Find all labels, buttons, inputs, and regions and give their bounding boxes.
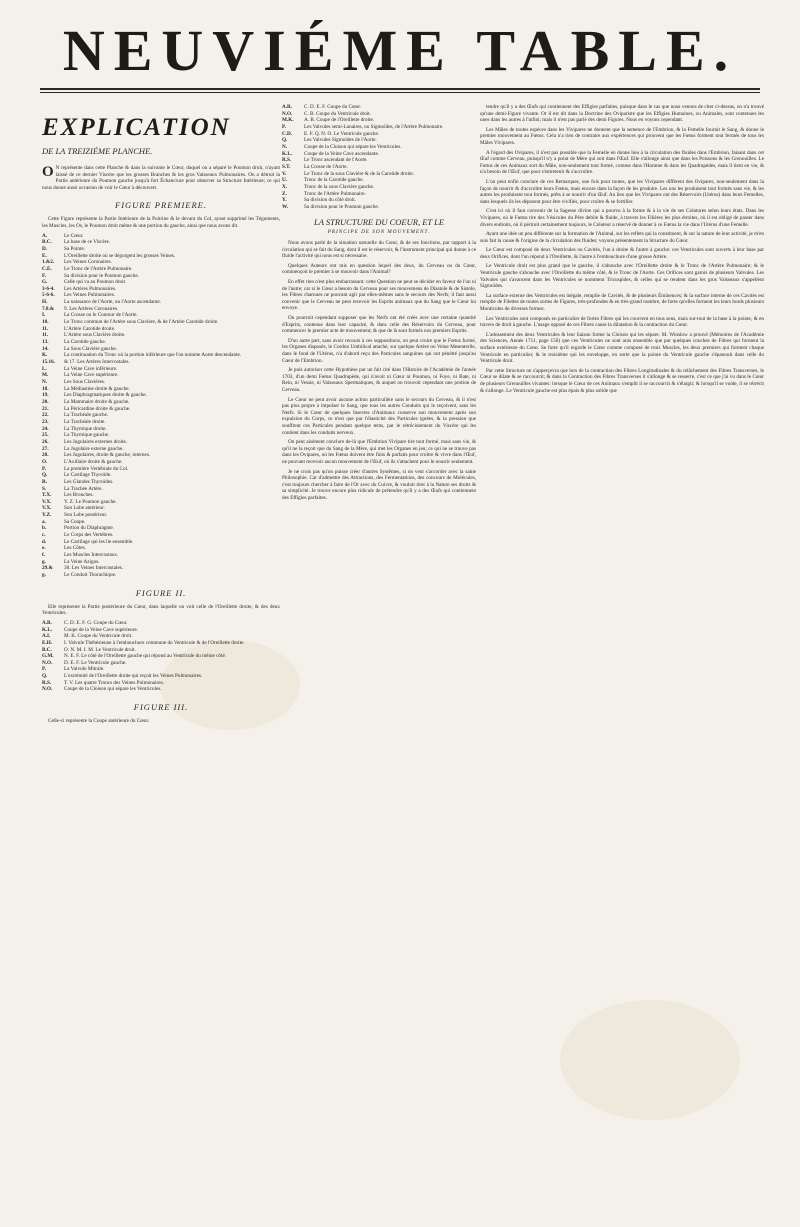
legend-text: C. B. Coupe du Ventricule droit. <box>304 110 372 117</box>
legend-item <box>42 392 280 399</box>
legend-item <box>42 352 280 359</box>
legend-key: B.C. <box>42 646 52 653</box>
legend-key: K.L. <box>42 626 53 633</box>
legend-item <box>42 299 280 306</box>
column-right <box>480 104 764 397</box>
legend-key: P. <box>42 666 46 673</box>
legend-key: A.I. <box>42 633 51 640</box>
legend-text: Les Veines Pulmonaires. <box>64 292 116 299</box>
legend-key: R. <box>42 478 48 485</box>
body-paragraph: La surface externe des Ventricules est inégale, remplie de Cavités, & de plusieurs Éminences; & la surface interne de ces Cavités est remplie de Filettes de toutes sortes de Figures, très-profondes & en très-grand nombre, de forte qu'elles forment les leurs bords plusieurs Monticules de diverses formes. <box>480 292 764 313</box>
legend-key: T.X. <box>42 492 52 499</box>
legend-item <box>42 539 280 546</box>
legend-text: L'extrémité de l'Oreillette droite qui reçoit les Veines Pulmonaires. <box>64 673 203 680</box>
legend-text: Les Jugulaires externes droite. <box>64 438 128 445</box>
legend-text: C. D. E. F. G. Coupe du Cœur. <box>64 619 128 626</box>
legend-text: La Trachéale gauche. <box>64 412 109 419</box>
figure-1-heading: FIGURE PREMIERE. <box>115 200 207 211</box>
legend-text: Sa division du côté droit. <box>304 197 357 204</box>
legend-text: La Veine Azigos. <box>64 558 100 565</box>
legend-text: Le Conduit Thorachique. <box>64 572 117 579</box>
legend-text: La Veine Cave inférieure. <box>64 365 118 372</box>
legend-item <box>42 326 280 333</box>
legend-key: K. <box>42 352 48 359</box>
legend-item <box>282 151 476 158</box>
legend-item <box>42 279 280 286</box>
legend-item <box>42 620 280 627</box>
legend-item <box>282 104 476 111</box>
legend-item <box>42 239 280 246</box>
body-paragraph: C'est ici où il faut convenir de la Sagesse divine qui a pourvu à la forme & à la vie de ses Créatures selon leurs états. Dans les Vivipares, où le Fœtus tire des Vésicules du Père debile & fluide, à travers les Filières les plus étroites, où il est obligé de passer dans divers endroits, où il périroit certainement toujours, le Créateur a réservé de donner à ce Fœtus la vie dans l'Utérus d'une Femelle. <box>480 208 764 228</box>
legend-key: K.L. <box>282 150 293 157</box>
legend-item <box>282 164 476 171</box>
legend-text: La Trachéale droite. <box>64 418 106 425</box>
legend-key: 1.&2. <box>42 259 55 266</box>
legend-key: I. <box>42 312 46 319</box>
legend-text: Le Corps des Vertèbres. <box>64 532 114 539</box>
legend-key: C.E. <box>42 265 52 272</box>
legend-item <box>42 486 280 493</box>
legend-item <box>42 647 280 654</box>
legend-key: Z. <box>282 190 287 197</box>
legend-item <box>42 452 280 459</box>
legend-key: Y.Z. <box>42 512 52 519</box>
legend-item <box>282 177 476 184</box>
legend-key: O. <box>42 458 48 465</box>
legend-key: d. <box>42 538 47 545</box>
legend-item <box>42 379 280 386</box>
legend-key: 28. <box>42 452 49 459</box>
legend-text: Le Tronc de l'Artère Pulmonaire. <box>64 265 133 272</box>
legend-text: T. V. Les quatre Troncs des Veines Pulmonaires. <box>64 679 164 686</box>
legend-item <box>282 117 476 124</box>
legend-item <box>42 332 280 339</box>
legend-key: N.O. <box>282 110 293 117</box>
legend-key: C.D. <box>282 130 293 137</box>
body-paragraph: Le Ventricule droit est plus grand que le gauche, il s'abouche avec l'Oreillette droite & le Tronc de l'Artère Pulmonaire; & le Ventricule gauche s'abouche avec l'Oreillette du même côté, & le Tronc de l'Aorte. Ces Orifices sont garnis de plusieurs Valvules. Les Valvules qui s'avancent dans les Ventricules se nomment Tricuspides, & celles qui se rendent dans les gros Vaisseaux s'appellent Sigmoïdes. <box>480 263 764 290</box>
body-paragraph: Le Cœur est composé de deux Ventricules ou Cavités, l'un à droite & l'autre à gauche: ces Ventricules sont ouverts à leur base par deux Orifices, dont l'un répond à l'Oreillette, & l'autre à l'embouchure d'une grosse Artère. <box>480 247 764 260</box>
body-paragraph: Les Mâles de toutes espèces dans les Vivipares ne donnent que la semence de l'Embrion, & la Femelle fournit le Sang, & donne le premier mouvement au Fœtus. Cela n'a rien de contraire aux expériences qui prouvent que les Fœtus forment tout fermés de tous les Mâles Vivipares. <box>480 126 764 146</box>
intro-paragraph <box>42 165 280 191</box>
legend-text: Les Côtes. <box>64 545 86 552</box>
legend-key: 11. <box>42 325 49 332</box>
figure-2-legend <box>42 620 280 693</box>
plate-heading: DE LA TREIZIÉME PLANCHE. <box>42 146 153 156</box>
legend-item <box>282 144 476 151</box>
legend-item <box>42 412 280 419</box>
legend-item <box>282 204 476 211</box>
legend-text: Les Valvules semi-Lunaires, ou Sigmoïdes, de l'Artère Pulmonaire. <box>304 123 444 130</box>
figure-1-description: Cette Figure représente la Partie Intérieure de la Poitrine & le devant du Col, ayant supprimé les Téguments, les Muscles, les Os, le Poumon droit même & une portion du gauche, ainsi que nous avons dit. <box>42 216 280 229</box>
legend-item <box>42 552 280 559</box>
legend-item <box>42 512 280 519</box>
legend-text: A. B. Coupe de l'Oreillette droite. <box>304 117 375 124</box>
legend-item <box>42 406 280 413</box>
legend-item <box>42 627 280 634</box>
legend-text: Coupe de la Cloison qui sépare les Ventricules. <box>304 143 402 150</box>
legend-key: N. <box>42 379 48 385</box>
legend-key: 25. <box>42 432 49 439</box>
legend-key: V.X. <box>42 505 52 512</box>
legend-key: 11. <box>42 332 49 339</box>
legend-text: La première Vertébrale du Col. <box>64 465 129 472</box>
legend-key: E.H. <box>42 639 53 646</box>
legend-item <box>282 197 476 204</box>
legend-text: La Médiastine droite & gauche. <box>64 385 130 392</box>
legend-key: Q. <box>282 137 288 144</box>
body-paragraph: D'un autre part, sans avoir recours à ces suppositions, on peut croire que le Fœtus formé, les Organes disposés, le Cordon Umbilical attaché, sur quelque Artère ou Veine Mesenterile, dans le fond de l'Utérus, n'a d'abord reçu des Particules sanguines qui ont pénétré jusqu'au Cœur de l'Embrion. <box>282 337 476 364</box>
body-paragraph: Quelques Auteurs ont mis en question lequel des deux, du Cerveau ou du Cœur, commençoit le premier à se mouvoir dans l'Animal? <box>282 262 476 276</box>
legend-key: A.R. <box>282 104 293 110</box>
legend-key: S. <box>42 485 47 492</box>
legend-key: G. <box>42 279 48 286</box>
legend-item <box>42 660 280 667</box>
legend-text: 9. Les Artères Coronaires. <box>64 305 119 312</box>
legend-key: 24. <box>42 425 49 432</box>
legend-item <box>42 439 280 446</box>
legend-item <box>42 259 280 266</box>
legend-item <box>42 686 280 693</box>
legend-item <box>42 312 280 319</box>
legend-key: A.B. <box>42 619 52 626</box>
legend-text: Sa division pour le Poumon gauche. <box>304 203 379 210</box>
legend-item <box>42 492 280 499</box>
legend-item <box>42 432 280 439</box>
legend-key: 29.& <box>42 565 53 572</box>
legend-key: b. <box>42 525 47 532</box>
legend-key: 7.8.& <box>42 305 55 312</box>
legend-item <box>282 137 476 144</box>
legend-text: M. K. Coupe du Ventricule droit. <box>64 633 133 640</box>
legend-key: V. <box>282 170 287 177</box>
legend-text: Son Lobe antérieur. <box>64 505 105 512</box>
continued-text <box>480 104 764 394</box>
legend-item <box>42 446 280 453</box>
legend-key: M.K. <box>282 117 294 124</box>
legend-text: I. Valvule Thébésienne à l'embouchure commune du Ventricule & de l'Oreillette droite. <box>64 639 245 646</box>
legend-key: Q. <box>42 472 48 479</box>
legend-key: a. <box>42 518 46 525</box>
legend-text: La Thymique droite. <box>64 425 107 432</box>
legend-item <box>42 666 280 673</box>
legend-text: Le Cartilage qui les lie ensemble. <box>64 538 134 545</box>
legend-key: P. <box>42 465 46 472</box>
legend-text: La Sous Clavière gauche. <box>64 345 118 352</box>
legend-item <box>42 459 280 466</box>
body-paragraph: Le Cœur ne peut avoir aucune action particulière sans le secours du Cerveau, & il n'est pas plus propre à impulser le Sang, que tous les autres Conduits qui le reçoivent, sans les Nerfs. Si le Cœur de quelques Insectes d'Animaux conserve son mouvement après son expulsion du Corps, ce n'est que par l'élasticité des Particules ignées, & la pression que souffrent ces Particules pendant quelque tems, par le rétrécissement du Viscère qui les contient dans les conduits nerveux. <box>282 396 476 436</box>
legend-text: L'Artère sous Clavière droite. <box>64 332 126 339</box>
legend-item <box>42 253 280 260</box>
legend-key: B.C. <box>42 239 52 246</box>
legend-text: Tronc de la sous Clavière gauche. <box>304 183 375 190</box>
title-rule <box>40 88 760 90</box>
legend-key: U. <box>282 177 288 184</box>
legend-item <box>282 191 476 198</box>
figure-3-heading: FIGURE III. <box>133 702 189 713</box>
title-rule-thin <box>40 92 760 93</box>
column-middle <box>282 104 476 504</box>
legend-key: V.X. <box>42 498 52 505</box>
legend-key: M. <box>42 372 49 379</box>
legend-text: Sa division pour le Poumon gauche. <box>64 272 139 279</box>
legend-text: Les Valvules Sigmoïdes de l'Aorte. <box>304 137 377 144</box>
legend-key: 22. <box>42 412 49 419</box>
intro-text: N représente dans cette Planche & dans la suivante le Cœur, duquel on a séparé le Poumon droit, n'ayant laissé de ce dernier Viscère que les grosses Branches & les gros Vaisseaux Pulmonaires. On a détruit la Partie antérieure du Poumon gauche jusqu'à fort Échancrure pour observer sa Structure Intérieure; ce qui nous donne aussi occasion de voir le Cœur à découvert. <box>42 165 280 191</box>
legend-text: Coupe de la Veine Cave supérieure. <box>64 626 138 633</box>
legend-text: Les Artères Pulmonaires. <box>64 285 117 292</box>
legend-key: 20. <box>42 398 49 405</box>
legend-key: X. <box>282 183 288 190</box>
legend-text: Sa Coupe. <box>64 518 86 525</box>
body-paragraph: Je ne crois pas qu'on puisse créer d'autres Systêmes, si on veut s'accorder avec la saine Philosophie. Car d'admettre des Attractions, des Fermentations, des concours de Molécules, c'est toujours chercher à faire de l'Or avec du Cuivre, & vouloir tirer à la Nature ses droits & sa simplicité. Je trouve encore plus ridicule de prétendre qu'il y a des Œufs qui contiennent des Effigies parfaites. <box>282 468 476 501</box>
legend-text: La Crosse de l'Aorte. <box>304 163 348 170</box>
legend-text: Les Muscles Intercostaux. <box>64 552 119 559</box>
legend-item <box>42 680 280 687</box>
legend-item <box>42 339 280 346</box>
legend-text: Les Bronches. <box>64 492 94 499</box>
legend-item <box>42 306 280 313</box>
legend-text: O. N. M. I. M. Le Ventricule droit. <box>64 646 136 653</box>
explication-heading: EXPLICATION <box>42 114 231 141</box>
legend-text: La Valvule Mitrale. <box>64 666 105 673</box>
legend-key: 5-6-6. <box>42 292 55 299</box>
legend-item <box>282 157 476 164</box>
legend-item <box>42 286 280 293</box>
body-paragraph: Par cette Structure on s'apperçevra que lors de la contraction des Fibres Longitudinales & du relâchement des Fibres Transverses, le Cœur se dilate & se raccourcit; & dans la Contraction des Fibres Transverses il s'allonge & se resserre, c'est ce que j'ai vu dans le Cœur de plusieurs Grenouilles vivantes: lorsque le Cœur de ces Animaux s'emplit il se raccourcit & s'élargit; & lorsqu'il se vuide, il se rétrécit & s'allonge. Le Ventricule gauche est plus épais & plus solide que <box>480 367 764 394</box>
legend-text: Le Cartilage Thyroïde. <box>64 472 112 479</box>
legend-item <box>42 499 280 506</box>
legend-text: D. E. F. Le Ventricule gauche. <box>64 659 127 666</box>
legend-key: R.S. <box>282 157 292 164</box>
legend-item <box>282 184 476 191</box>
legend-text: Les Veines Coronaires. <box>64 259 112 266</box>
legend-key: g. <box>42 558 46 565</box>
body-paragraph: On peut aisément conclure de-là que l'Embrion Vivipare tire tout formé, mais sans vie, & qu'il ne la reçoit que du Sang de la Mère, qui met les Organes en jeu; ce qui ne se trouve pas dans les Ovipares, où les Fœtus doivent être finis & parfaits pour croître & vivre dans l'Œuf, ne pouvant recevoir aucun mouvement de l'Œuf, où ils s'attachent pour le nourrir seulement. <box>282 439 476 465</box>
legend-key: L. <box>42 365 47 372</box>
legend-item <box>42 559 280 566</box>
legend-key: 23. <box>42 418 49 425</box>
legend-key: W. <box>282 203 289 210</box>
legend-text: E. F. Q. N. O. Le Ventricule gauche. <box>304 130 380 137</box>
legend-item <box>42 505 280 512</box>
body-paragraph: Je puis autoriser cette Hypothèse par un fait cité dans l'Histoire de l'Académie de l'année 1703, d'un demi Fœtus Quadrupède, qui n'avoit ni Cœur ni Poumon, ni Foye, ni Rate, ni Rein, ni Vessie, ni Vaisseaux Spermatiques, & auquel on trouvoit cependant une portion de Cerveau. <box>282 367 476 393</box>
legend-item <box>42 246 280 253</box>
legend-text: La naissance de l'Aorte, ou l'Aorte ascendante. <box>64 299 161 306</box>
legend-key: Q. <box>42 673 48 680</box>
legend-text: Les Glandes Thyroïdes. <box>64 478 114 485</box>
figure-2-description: Elle représente la Partie postérieure du Cœur, dans laquelle on voit celle de l'Oreillette droite, & des deux Ventricules. <box>42 603 280 617</box>
legend-text: L'Axillaire droite & gauche. <box>64 458 123 465</box>
legend-item <box>42 673 280 680</box>
legend-text: L'Oreillette droite où se dégorgent les grosses Veines. <box>64 252 176 259</box>
body-paragraph: On pourroit cependant supposer que les Nerfs ont été créés avec une certaine quantité d'Esprits, contenue dans leur capacité, & dans celle des Réservoirs du Cerveau, pour commencer le premier acte de mouvement; & que de là sont formés nos premiers Esprits. <box>282 315 476 335</box>
body-paragraph: L'adossement des deux Ventricules & leur liaison forme la Cloison qui les sépare. M. Winslow a prouvé (Mémoires de l'Académie des Sciences, Année 1711, page 150) que ces Ventricules ne sont unis ensemble que par quelques couches de Fibres qui forment la surface extérieure du Cœur. Se forte qu'il regarde le Cœur comme composé de trois Muscles, les deux premiers qui forment chaque Ventricule en particulier, & le troisième qui les enveloppe, en sorte que la pointe du Ventricule gauche s'épanouit dans celle du Ventricule droit. <box>480 331 764 365</box>
legend-key: c. <box>42 532 46 539</box>
legend-key: H. <box>42 299 48 306</box>
legend-text: La Mammaire droite & gauche. <box>64 398 130 405</box>
legend-key: N.O. <box>42 659 53 666</box>
legend-text: La Péricardine droite & gauche. <box>64 405 131 412</box>
legend-text: La Carotide gauche. <box>64 339 106 346</box>
legend-key: R.S. <box>42 679 52 686</box>
legend-item <box>42 266 280 273</box>
legend-key: P. <box>282 123 286 130</box>
legend-item <box>42 426 280 433</box>
legend-item <box>42 565 280 572</box>
legend-item <box>42 419 280 426</box>
legend-item <box>42 233 280 240</box>
column-left <box>42 104 280 728</box>
legend-text: Les Diaphragmatiques droite & gauche. <box>64 392 147 399</box>
legend-key: 13. <box>42 339 49 346</box>
legend-key: 10. <box>42 319 49 326</box>
figure-1-legend <box>42 233 280 579</box>
legend-item <box>282 131 476 138</box>
legend-key: 21. <box>42 405 49 412</box>
legend-text: Celle qui va au Poumon droit. <box>64 279 127 286</box>
legend-item <box>42 633 280 640</box>
legend-key: S.T. <box>282 163 291 170</box>
body-paragraph: L'on peut enfin conclure de ces Remarques, une fois pour toutes, que les Vivipares diffèrent des Ovipares, non-seulement dans la façon de nourrir & d'accroître leurs Fœtus, mais encore dans la façon de les produire. Les uns les produisent tout formés sans vie, & les autres les produisent tout formés, prêts à se nourrir d'un Œuf. Au lieu que les Vivipares ont des Réservoirs (Utérus) dans leurs Femelles, dans lesquels ils les déposent pour être vivifiés, pour croître & se fortifier. <box>480 178 764 205</box>
legend-key: 27. <box>42 445 49 452</box>
legend-text: La base de ce Viscère. <box>64 239 111 246</box>
legend-item <box>282 171 476 178</box>
legend-text: La Thymique gauche. <box>64 432 110 439</box>
legend-key: E. <box>42 252 47 259</box>
legend-text: Les Sous Clavières. <box>64 379 106 385</box>
figure-3-description: Celle-ci représente la Coupe antérieure du Cœur. <box>48 718 150 725</box>
legend-key: N.O. <box>42 686 53 693</box>
legend-item <box>282 124 476 131</box>
legend-text: Le Tronc ascendant de l'Aorte. <box>304 157 368 164</box>
paper-stain <box>560 1000 740 1120</box>
legend-item <box>42 366 280 373</box>
legend-text: La continuation du Tronc où la portion inférieure que l'on nomme Aorte descendante. <box>64 352 242 359</box>
legend-text: N. E. F. Le côté de l'Oreillette gauche qui répond au Ventricule du même côté. <box>64 653 227 660</box>
body-paragraph: En effet rien n'est plus embarrassant: cette Question ne peut se décider en faveur de l'un ni de l'autre; car si le Cœur a besoin du Cerveau pour ses mouvemens de Diastole & de Sistole, les Fibres charnues ne pouvant agir par elles-mêmes sans le secours des Nerfs; il faut aussi convenir que le Cerveau ne peut recevoir les Esprits animaux que du Sang que le Cœur lui envoye. <box>282 279 476 312</box>
legend-text: Coupe de la Cloison qui sépare les Ventricules. <box>64 686 162 693</box>
legend-key: g. <box>42 572 46 579</box>
legend-item <box>42 386 280 393</box>
legend-text: Son Lobe postérieur. <box>64 512 108 519</box>
legend-item <box>42 319 280 326</box>
legend-key: 14. <box>42 345 49 352</box>
structure-heading: LA STRUCTURE DU COEUR, ET LE <box>313 216 445 227</box>
legend-text: Tronc de l'Artère Pulmonaire. <box>304 190 366 197</box>
body-paragraph: tendre qu'il y a des Œufs qui contiennent des Effigies parfaites, puisque dans le cas que nous venons de citer ci-dessus, on n'a trouvé qu'une demi-Figure vivante. Or il est dit dans la Doctrine des Ovipariste que les Effigies Humaines, ou Animales, sont contenues les unes dans les autres à l'infini; mais il n'est pas parlé des demi Figures. Nous en voyons cependant. <box>480 104 764 124</box>
drop-cap: O <box>42 164 54 180</box>
legend-item <box>42 653 280 660</box>
legend-key: A. <box>42 232 48 239</box>
legend-text: Le Cœur. <box>64 232 84 239</box>
body-paragraph: Ayant une idée un peu différente sur la formation de l'Animal, sur les reflets qui la constituent, & sur la nature de leur activité, je m'en suis fait la cause & l'origine de la circulation des fluides; voyons présentement la Structure du Cœur. <box>480 231 764 244</box>
legend-item <box>42 545 280 552</box>
legend-key: 19. <box>42 392 49 399</box>
legend-text: & 17. Les Artères Intercostales. <box>64 359 130 366</box>
legend-item <box>42 466 280 473</box>
legend-text: Les Jugulaires, droite & gauche, internes. <box>64 452 151 459</box>
legend-text: La Veine Cave supérieure. <box>64 372 119 379</box>
structure-subheading: PRINCIPE DE SON MOUVEMENT. <box>327 228 431 235</box>
legend-text: Sa Pointe. <box>64 245 86 252</box>
legend-text: C. D. E. F. Coupe du Cœur. <box>304 104 362 110</box>
legend-key: G.M. <box>42 653 54 660</box>
legend-text: Tronc de la Carotide gauche. <box>304 177 364 184</box>
legend-item <box>42 519 280 526</box>
legend-key: 15.16. <box>42 359 55 366</box>
legend-item <box>42 372 280 379</box>
page-title: NEUVIÉME TABLE. <box>62 18 738 83</box>
legend-item <box>42 292 280 299</box>
figure-3-legend <box>282 104 476 211</box>
body-paragraph: Les Ventricules sont composés en particulier de fortes Fibres qui les couvrent en tous sens, mais sur-tout de la base à la pointe, & en travers de droit à gauche. L'usage opposé de ces Fibres cause la dilatation & la contraction du Cœur. <box>480 315 764 329</box>
legend-key: f. <box>42 552 46 559</box>
legend-item <box>42 525 280 532</box>
legend-text: La Crosse ou le Contour de l'Aorte. <box>64 312 138 319</box>
legend-item <box>42 532 280 539</box>
legend-item <box>42 479 280 486</box>
body-paragraph: Nous avons parlé de la situation naturelle du Cœur, & de ses fonctions, par rapport à la circulation qui se fait du Sang, dont il est le réservoir, & l'instrument principal qui donne à ce fluide l'activité qui nous est si nécessaire. <box>282 240 476 260</box>
legend-item <box>42 359 280 366</box>
legend-item <box>42 472 280 479</box>
legend-text: Y. Z. Le Poumon gauche. <box>64 498 117 505</box>
legend-key: 18. <box>42 385 49 392</box>
legend-key: e. <box>42 545 46 552</box>
legend-text: Le Tronc commun de l'Artère sous Clavière, & de l'Artère Carotide droite. <box>64 319 219 326</box>
legend-item <box>42 273 280 280</box>
legend-text: La Trachée Artère. <box>64 485 103 492</box>
legend-item <box>42 399 280 406</box>
legend-text: Le Tronc de la sous Clavière & de la Carotide droite. <box>304 170 414 177</box>
legend-item <box>42 640 280 647</box>
legend-text: Coupe de la Veine Cave ascendante. <box>304 150 380 157</box>
legend-text: L'Artère Carotide droite. <box>64 325 116 332</box>
legend-key: N. <box>282 143 288 150</box>
legend-text: Portion du Diaphragme. <box>64 525 114 532</box>
legend-item <box>282 111 476 118</box>
legend-text: La Jugulaire externe gauche. <box>64 445 124 452</box>
legend-key: Y. <box>282 197 287 204</box>
legend-key: 3-6-4. <box>42 285 55 292</box>
body-paragraph: A l'égard des Ovipares, il n'est pas possible que la Femelle en donne lieu à la circulation des fluides dans l'Embrion, faisant dans cet Œuf comme Cerveau, puisqu'il n'y a point de Mère qui soit dans l'Œuf. Elle s'allonge ainsi que dans les Poissons & les Grenouilles. Le Fœtus de ces Animaux sort du Mâle, non-seulement tout formé, comme dans l'Homme & dans les Quadrupèdes, mais il tient en vie, & n'a besoin de l'Œuf, que pour s'entretenir & s'accroître. <box>480 149 764 176</box>
legend-key: D. <box>42 245 48 252</box>
legend-item <box>42 572 280 579</box>
structure-text <box>282 240 476 501</box>
legend-key: 26. <box>42 438 49 445</box>
figure-2-heading: FIGURE II. <box>135 587 187 598</box>
legend-key: F. <box>42 272 46 279</box>
legend-text: 30. Les Veines Intercostales. <box>64 565 124 572</box>
